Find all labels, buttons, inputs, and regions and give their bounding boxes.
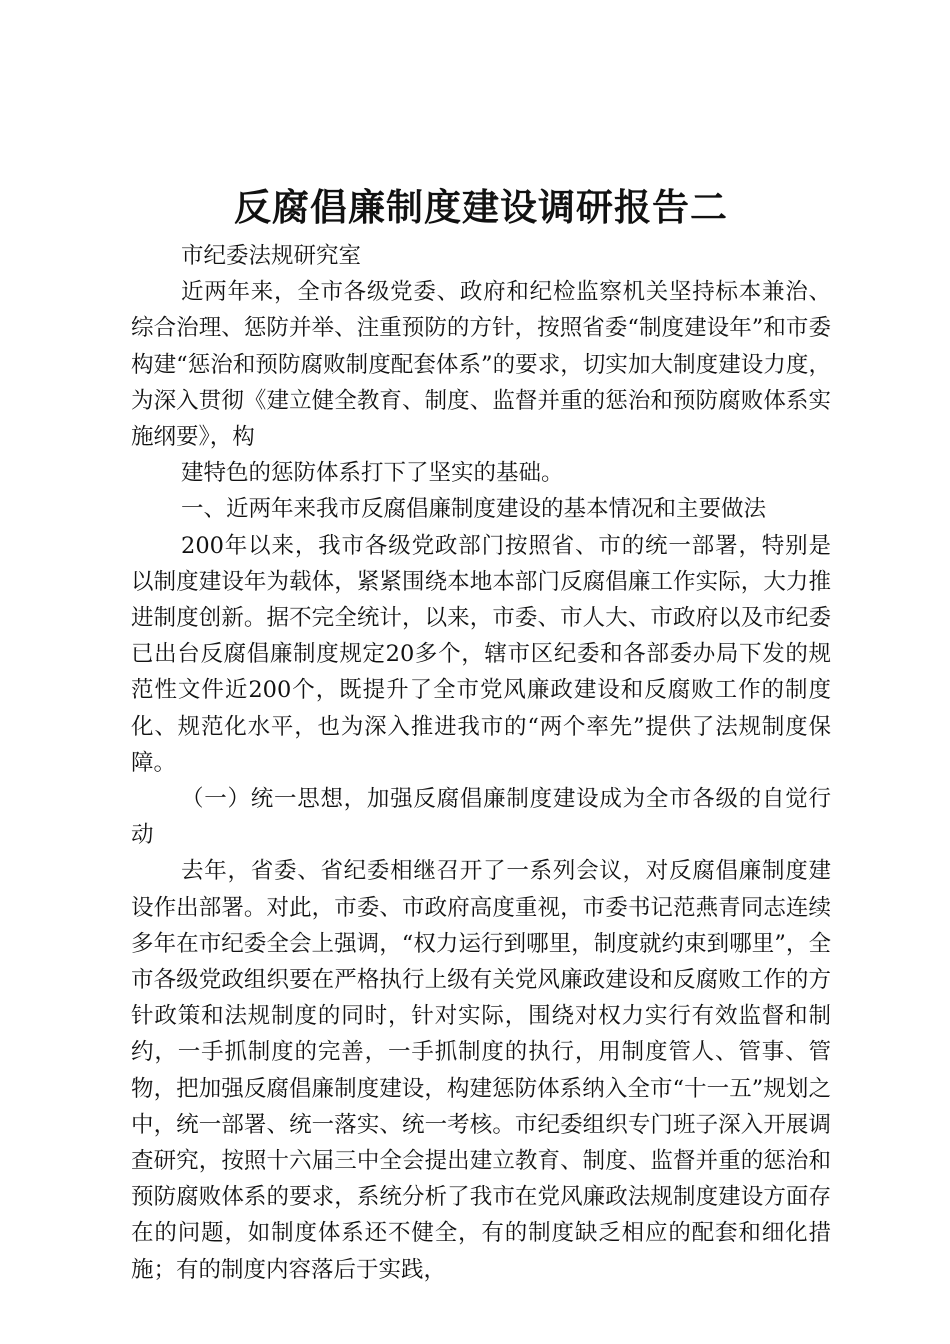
paragraph-intro: 近两年来，全市各级党委、政府和纪检监察机关坚持标本兼治、综合治理、惩防并举、注重预防的方针，按照省委“制度建设年”和市委构建“惩治和预防腐败制度配套体系”的要求，切实加大制度建设力度，为深入贯彻《建立健全教育、制度、监督并重的惩治和预防腐败体系实施纲要》，构 [131,279,831,451]
document-title: 反腐倡廉制度建设调研报告二 [234,186,728,229]
author-line: 市纪委法规研究室 [181,243,362,269]
paragraph-overview: 200年以来，我市各级党政部门按照省、市的统一部署，特别是以制度建设年为载体，紧紧围绕本地本部门反腐倡廉工作实际，大力推进制度创新。据不完全统计，以来，市委、市人大、市政府以及市纪委已出台反腐倡廉制度规定20多个，辖市区纪委和各部委办局下发的规范性文件近200个，既提升了全市党风廉政建设和反腐败工作的制度化、规范化水平，也为深入推进我市的“两个率先”提供了法规制度保障。 [131,532,831,776]
subsection-heading-1: （一）统一思想，加强反腐倡廉制度建设成为全市各级的自觉行动 [131,786,831,849]
document-page [131,180,831,1288]
section-heading-1: 一、近两年来我市反腐倡廉制度建设的基本情况和主要做法 [181,496,767,523]
paragraph-body: 去年，省委、省纪委相继召开了一系列会议，对反腐倡廉制度建设作出部署。对此，市委、市政府高度重视，市委书记范燕青同志连续多年在市纪委全会上强调，“权力运行到哪里，制度就约束到哪里”，全市各级党政组织要在严格执行上级有关党风廉政建设和反腐败工作的方针政策和法规制度的同时，针对实际，围绕对权力实行有效监督和制约，一手抓制度的完善，一手抓制度的执行，用制度管人、管事、管物，把加强反腐倡廉制度建设，构建惩防体系纳入全市“十一五”规划之中，统一部署、统一落实、统一考核。市纪委组织专门班子深入开展调查研究，按照十六届三中全会提出建立教育、制度、监督并重的惩治和预防腐败体系的要求，系统分析了我市在党风廉政法规制度建设方面存在的问题，如制度体系还不健全，有的制度缺乏相应的配套和细化措施；有的制度内容落后于实践， [131,858,831,1283]
paragraph-intro-continued: 建特色的惩防体系打下了坚实的基础。 [181,460,564,487]
